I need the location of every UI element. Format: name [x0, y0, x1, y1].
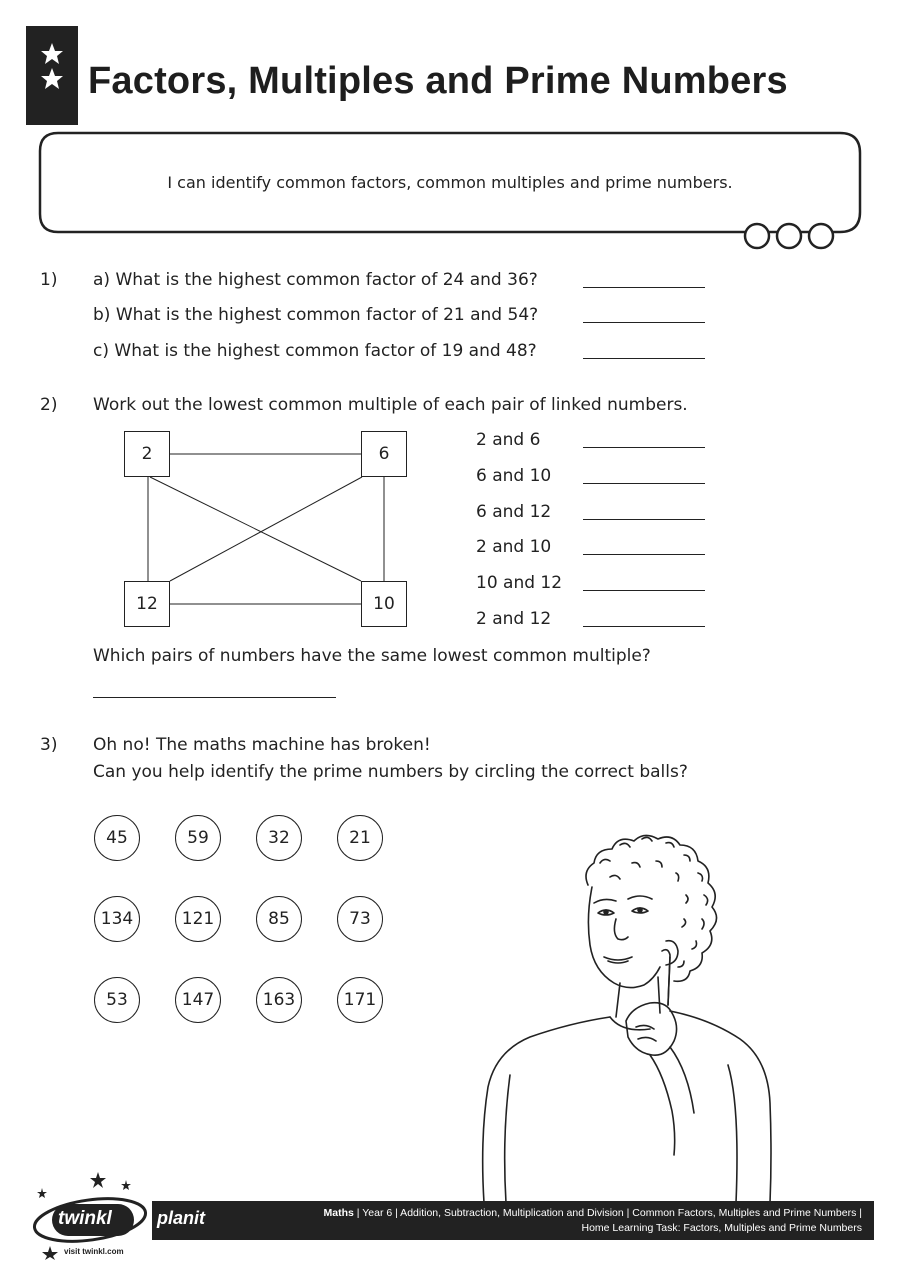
answer-line-followup[interactable] — [93, 697, 336, 698]
number-ball[interactable]: 163 — [256, 977, 302, 1023]
question-3-line1: Oh no! The maths machine has broken! — [93, 735, 431, 755]
number-box-12: 12 — [124, 581, 170, 627]
question-1c-text: c) What is the highest common factor of 19 and 48? — [93, 341, 537, 361]
number-box-6: 6 — [361, 431, 407, 477]
pair-label: 6 and 12 — [476, 502, 552, 522]
question-1a-text: a) What is the highest common factor of 24 and 36? — [93, 270, 538, 290]
question-2-number: 2) — [40, 395, 58, 415]
number-ball[interactable]: 59 — [175, 815, 221, 861]
number-ball[interactable]: 121 — [175, 896, 221, 942]
number-box-10: 10 — [361, 581, 407, 627]
brand-twinkl: twinkl — [58, 1208, 112, 1229]
answer-line-pair-4[interactable] — [583, 554, 705, 555]
number-ball[interactable]: 85 — [256, 896, 302, 942]
answer-line-pair-5[interactable] — [583, 590, 705, 591]
pair-label: 2 and 6 — [476, 430, 541, 450]
brand-planit: planit — [157, 1208, 205, 1228]
answer-line-pair-2[interactable] — [583, 483, 705, 484]
pair-label: 10 and 12 — [476, 573, 563, 593]
visit-link[interactable]: visit twinkl.com — [64, 1247, 124, 1256]
answer-line-pair-6[interactable] — [583, 626, 705, 627]
number-ball[interactable]: 171 — [337, 977, 383, 1023]
footer-breadcrumb — [324, 1207, 862, 1219]
number-box-2: 2 — [124, 431, 170, 477]
number-ball[interactable]: 32 — [256, 815, 302, 861]
footer-subject: Maths — [323, 1207, 354, 1219]
answer-line-pair-1[interactable] — [583, 447, 705, 448]
pair-label: 2 and 10 — [476, 537, 552, 557]
footer-breadcrumb-rest: | Year 6 | Addition, Subtraction, Multiplication and Division | Common Factors, Multiples and Prime Numbers | — [353, 1207, 862, 1219]
question-3-line2: Can you help identify the prime numbers by circling the correct balls? — [93, 762, 688, 782]
question-3-number: 3) — [40, 735, 58, 755]
question-1-number: 1) — [40, 270, 58, 290]
number-ball[interactable]: 147 — [175, 977, 221, 1023]
question-2-followup: Which pairs of numbers have the same lowest common multiple? — [93, 646, 651, 666]
question-1b-text: b) What is the highest common factor of 21 and 54? — [93, 305, 539, 325]
number-ball[interactable]: 73 — [337, 896, 383, 942]
learning-objective: I can identify common factors, common multiples and prime numbers. — [167, 173, 733, 192]
number-ball[interactable]: 21 — [337, 815, 383, 861]
footer-task-title: Home Learning Task: Factors, Multiples and Prime Numbers — [581, 1222, 862, 1234]
question-2-instruction: Work out the lowest common multiple of each pair of linked numbers. — [93, 395, 688, 415]
number-ball[interactable]: 134 — [94, 896, 140, 942]
number-ball[interactable]: 53 — [94, 977, 140, 1023]
thinking-child-illustration — [470, 815, 780, 1205]
page-title: Factors, Multiples and Prime Numbers — [88, 60, 788, 102]
answer-line-pair-3[interactable] — [583, 519, 705, 520]
pair-label: 6 and 10 — [476, 466, 552, 486]
pair-label: 2 and 12 — [476, 609, 552, 629]
number-ball[interactable]: 45 — [94, 815, 140, 861]
